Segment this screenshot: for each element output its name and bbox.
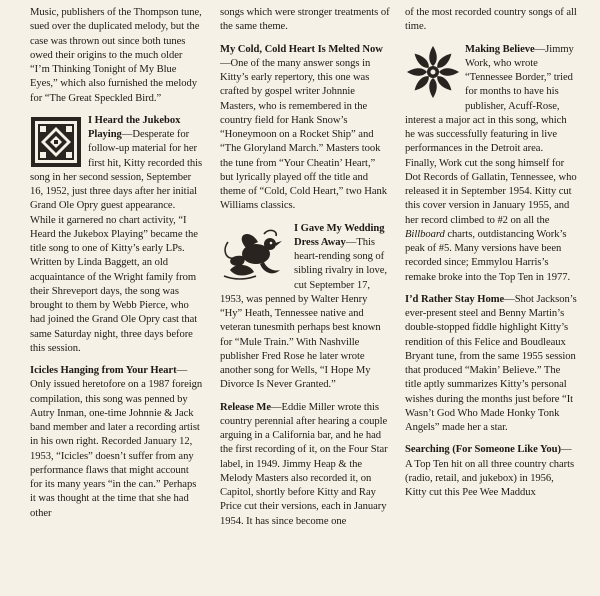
billboard-italic: Billboard: [405, 228, 445, 240]
song-title-icicles: Icicles Hanging from Your Heart: [30, 365, 177, 376]
entry-rather-stay-home: I’d Rather Stay Home—Shot Jackson’s ever-present steel and Benny Martin’s double-stopped fiddle highlight Kitty’s rendition of this Felice and Boudleaux Bryant tune, from the same 1955 session that produced “Makin’ Believe.” The title aptly summarizes Kitty’s personal wishes during the months just before “It Wasn’t God Who Made Honky Tonk Angels” made her a star.: [405, 293, 577, 433]
entry-making-believe: Making Believe—Jimmy Work, who wrote “Tennessee Border,” tried for months to have his publisher, Acuff-Rose, interest a major act in this song, which he was successfully featuring in live performances in the Detroit area. Finally, Work cut the song himself for Dot Records of Gallatin, Tennessee, who released it in September 1954. Kitty cut this cover version in January 1955, and her record climbed to #2 on all the Billboard charts, outdistancing Work’s peak of #5. Many versions have been recorded since; Emmylou Harris’s remake broke into the Top Ten in 1977.: [405, 43, 577, 283]
entry-searching: Searching (For Someone Like You)—A Top Ten hit on all three country charts (radio, retail, and jukebox) in 1956, Kitty cut this Pee Wee Maddux: [405, 444, 575, 498]
entry-jukebox-playing: I Heard the Jukebox Playing—Desperate for follow-up material for her first hit, Kitty recorded this song in her second session, September 16, 1952, just three days after her initial Grand Ole Opry guest appearance. While it garnered no chart activity, “I Heard the Jukebox Playing” became the title song to one of Kitty’s early LPs. Written by Linda Baggett, an old acquaintance of the Wright family from their Shreveport days, the song was brought to them by Webb Pierce, who had joined the Grand Ole Opry cast that same Saturday night, three days before this session.: [30, 114, 203, 354]
song-title-wedding-dress: I Gave My Wedding Dress Away: [294, 222, 385, 248]
column-middle: [220, 6, 390, 537]
paragraph-intro-middle: songs which were stronger treatments of the same theme.: [220, 7, 390, 33]
entry-icicles: Icicles Hanging from Your Heart—Only issued heretofore on a 1987 foreign compilation, this song was penned by Autry Inman, one-time Johnnie & Jack band member and later a recording artist in his own right. Recorded January 12, 1953, “Icicles” doesn’t suffer from any performance flaws that might account for its many years “in the can.” Perhaps it was thought at the time that she had other: [30, 365, 203, 519]
entry-cold-heart: My Cold, Cold Heart Is Melted Now—One of the many answer songs in Kitty’s early repertory, this one was crafted by gospel writer Johnnie Masters, who is remembered in the country field for Hank Snow’s “Honeymoon on a Rocket Ship” and “The Gloryland March.” Masters took the tune from “Your Cheatin’ Heart,” but lyrically played off the title and theme of “Cold, Cold Heart,” two Hank Williams classics.: [220, 43, 388, 212]
floral-burst-ornament-icon: [405, 43, 461, 101]
square-quilt-ornament-icon: [30, 116, 82, 168]
song-title-release-me: Release Me: [220, 401, 271, 413]
paragraph-intro-right: of the most recorded country songs of all time.: [405, 7, 577, 33]
bird-flourish-ornament-icon: [220, 224, 290, 282]
column-right: [405, 6, 577, 508]
column-left: [30, 6, 203, 529]
song-title-rather-stay-home: I’d Rather Stay Home: [405, 293, 505, 305]
song-title-making-believe: Making Believe: [465, 43, 535, 55]
paragraph-intro-left: Music, publishers of the Thompson tune, sued over the duplicated melody, but the case was thrown out since both tunes owed their origins to the much older “I’m Thinking Tonight of My Blue Eyes,” which also furnished the melody for “The Great Speckled Bird.”: [30, 7, 202, 104]
entry-wedding-dress: I Gave My Wedding Dress Away—This heart-rending song of sibling rivalry in love, cut September 17, 1953, was penned by Walter Henry “Hy” Heath, Tennessee native and veteran tunesmith perhaps best known for “Mule Train.” With Nashville publisher Fred Rose he later wrote another song for Wells, “I Hope My Divorce Is Never Granted.”: [220, 222, 387, 391]
entry-release-me: Release Me—Eddie Miller wrote this country perennial after hearing a couple arguing in a California bar, and he had the first recording of it, on the Four Star label, in 1949. Jimmy Heap & the Melody Masters also recorded it, on Capitol, shortly before Kitty and Ray Price cut their versions, each in January 1954. It has since become one: [220, 401, 388, 527]
song-title-cold-heart: My Cold, Cold Heart Is Melted Now: [220, 43, 383, 55]
song-title-searching: Searching (For Someone Like You): [405, 444, 561, 456]
song-title-jukebox: I Heard the Jukebox Playing: [88, 114, 181, 140]
